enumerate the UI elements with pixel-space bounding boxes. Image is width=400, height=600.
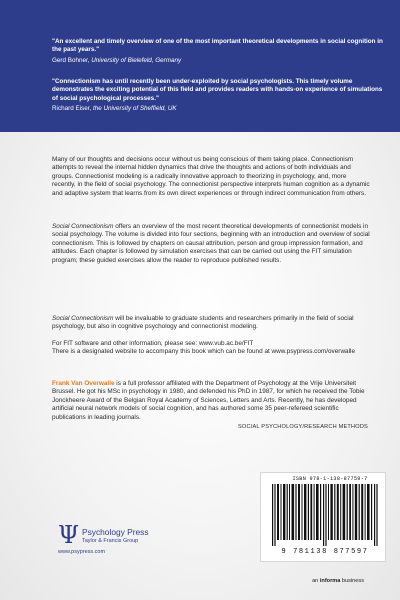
barcode-icon [272,484,380,546]
praise-name: Richard Eiser, [52,104,92,112]
footer-prefix: an [312,578,320,584]
footer-suffix: business [340,578,364,584]
author-bio-text: is a full professor affiliated with the Department of Psychology at the Vrije Universiteit Brussel. He got his MSc in psychology in 1980, and defended his PhD in 1987, for which he received the Tobie Jonckheere Award of the Belgian Royal Academy of Sciences, Letters and Arts. Recently, he has developed artificial neural network models of social cognition, and has authored some 35 peer-refereed scientific publications in leading journals. [52,380,365,421]
publisher-url[interactable]: www.psypress.com [58,549,106,555]
isbn-label: ISBN 978-1-138-87759-7 [292,476,368,482]
description-paragraph-2 [52,223,370,265]
praise-affiliation: the University of Sheffield, UK [92,104,177,112]
paragraph-text: offers an overview of the most recent theoretical developments of connectionist models in social psychology. The volume is divided into four sections, beginning with an introduction and overview of social connectionism. This is followed by chapters on causal attribution, person and group impression formation, and attitudes. Each chapter is followed by simulation exercises that can be carried out using the FIT simulation program; these guided exercises allow the reader to reproduce published results. [52,223,370,264]
praise-quote: "Connectionism has until recently been under-exploited by social psychologists. This timely volume demonstrates the exciting potential of this field and provides readers with hands-on experience of simulations of social psychological processes." [52,78,383,102]
publisher-group: Taylor & Francis Group [82,538,139,544]
paragraph-text: will be invaluable to graduate students and researchers primarily in the field of social psychology, but also in cognitive psychology and connectionist modeling. [52,315,354,331]
psi-logo-icon: Ψ [58,521,80,549]
praise-block-1 [52,38,388,65]
fit-software-line: For FIT software and other information, please see: www.vub.ac.be/FIT [52,340,254,347]
companion-website-line: There is a designated website to accompany this book which can be found at www.psypress.com/overwalle [52,348,356,356]
book-title-italic: Social Connectionism [52,223,114,230]
informa-brand: informa [319,578,341,584]
author-name: Frank Van Overwalle [52,380,115,387]
website-info [52,340,370,357]
description-paragraph-3 [52,315,370,332]
praise-attribution [52,57,388,65]
praise-name: Gerd Bohner, [52,56,90,64]
book-title-italic: Social Connectionism [52,315,114,322]
praise-attribution [52,105,388,113]
informa-footer [312,578,364,584]
subject-category: SOCIAL PSYCHOLOGY/RESEARCH METHODS [238,424,368,430]
praise-affiliation: University of Bielefeld, Germany [91,56,182,64]
description-paragraph-1: Many of our thoughts and decisions occur without us being conscious of them taking place. Connectionism attempts to reveal the internal hidden dynamics that drive the thoughts and actions of both individuals and groups. Connectionist modeling is a radically innovative approach to theorizing in psychology, and, more recently, in the field of social psychology. The connectionist perspective interprets human cognition as a dynamic and adaptive system that learns from its own direct experiences or through indirect communication from others. [52,156,370,197]
publisher-name: Psychology Press [82,527,149,537]
praise-quote: "An excellent and timely overview of one of the most important theoretical developments in social cognition in the past years." [52,38,383,54]
author-bio [52,380,370,422]
barcode-digits: 9 781138 877597 [281,548,369,556]
praise-block-2 [52,78,388,113]
